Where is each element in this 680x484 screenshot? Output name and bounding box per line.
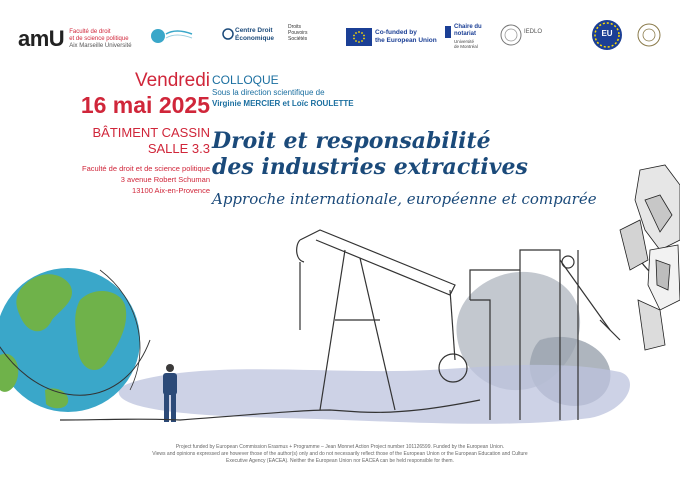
directors-names: Virginie MERCIER et Loïc ROULETTE [212, 99, 354, 108]
event-building: BÂTIMENT CASSIN [92, 125, 210, 140]
eu-badge-text: EU [601, 29, 613, 38]
notariat-line3: Université [454, 39, 475, 44]
footer-line1: Project funded by European Commission Erasmus + Programme – Jean Monnet Action Project number 101126599. Funded by the European Union. [175, 444, 505, 450]
eu-line1: Co-funded by [375, 29, 417, 36]
event-day: Vendredi [134, 70, 210, 91]
event-kind: COLLOQUE [212, 73, 279, 87]
event-room: SALLE 3.3 [147, 141, 210, 156]
footer-line2: Views and opinions expressed are however those of the author(s) only and do not necessarily reflect those of the European Union or the European Education and Culture [152, 451, 528, 457]
dps-line2: Pouvoirs [288, 30, 308, 36]
cde-logo-text: Centre Droit Économique [235, 27, 275, 42]
amu-line2: et de science politique [69, 35, 129, 42]
event-info [81, 70, 210, 196]
iedlo-text: IEDLO [524, 29, 543, 35]
notariat-line2: notariat [454, 31, 477, 37]
title-line1: Droit et responsabilité [212, 128, 491, 154]
title-line2: des industries extractives [212, 154, 528, 180]
notariat-line1: Chaire du [454, 24, 482, 30]
dps-line1: Droits [288, 24, 302, 30]
amu-mark: amU [18, 26, 65, 51]
amu-line1: Faculté de droit [69, 28, 111, 35]
event-title [212, 128, 528, 180]
eu-line2: the European Union [375, 37, 437, 44]
address-line2: 3 avenue Robert Schuman [120, 175, 210, 184]
footer-line3: Executive Agency (EACEA). Neither the European Union nor EACEA can be held responsible for them. [226, 458, 454, 464]
funding-disclaimer [70, 444, 610, 465]
lavender-blob [119, 365, 630, 424]
event-subtitle: Approche internationale, européenne et comparée [212, 190, 597, 208]
event-date: 16 mai 2025 [80, 92, 210, 118]
event-address [81, 163, 210, 196]
address-line3: 13100 Aix-en-Provence [132, 186, 210, 195]
notariat-line4: de Montréal [454, 44, 478, 49]
scientific-direction-label: Sous la direction scientifique de [212, 88, 325, 97]
standing-person-icon [163, 364, 177, 422]
mineral-crystal-drawing [620, 165, 680, 350]
address-line1: Faculté de droit et de science politique [82, 164, 210, 173]
amu-line3: Aix Marseille Université [69, 42, 132, 49]
colloque-header [212, 73, 354, 109]
dps-line3: Sociétés [288, 36, 308, 42]
